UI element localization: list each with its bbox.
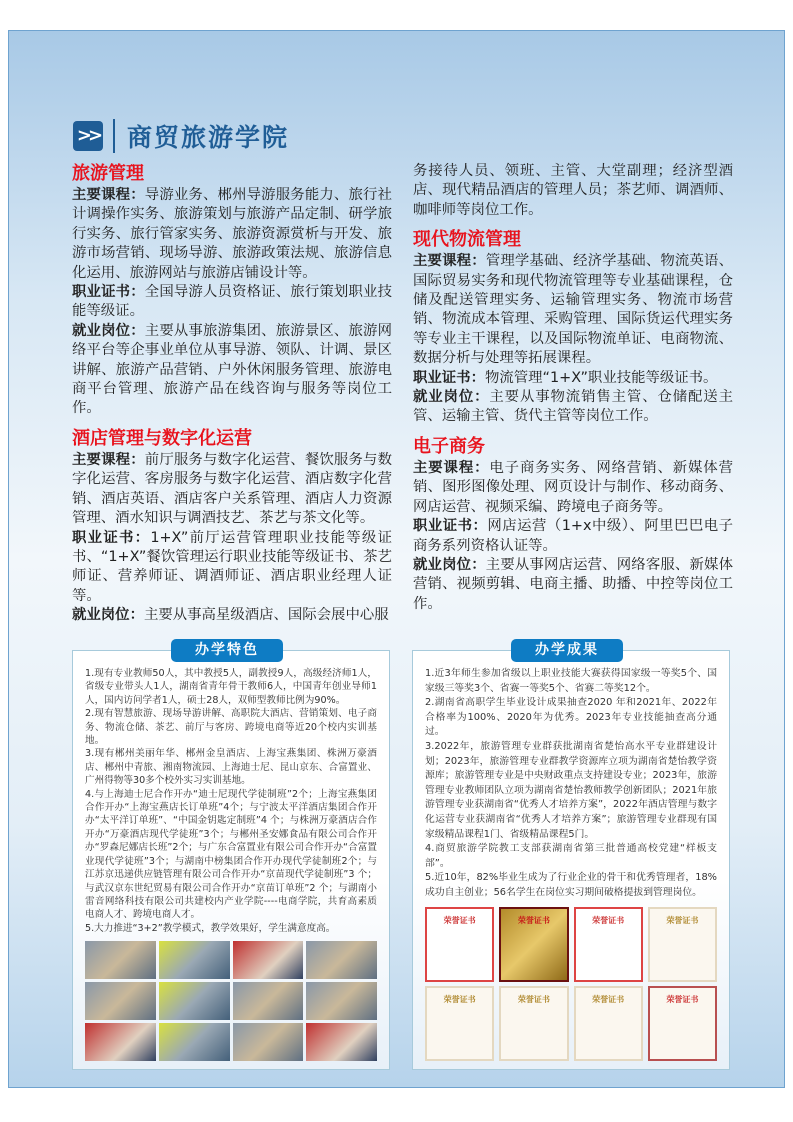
jobs xyxy=(413,556,733,614)
jobs-continued: 务接待人员、领班、主管、大堂副理；经济型酒店、现代精品酒店的管理人员；茶艺师、调酒师、咖啡师等岗位工作。 xyxy=(413,163,733,218)
feature-item: 3.现有郴州美丽年华、郴州金皇酒店、上海宝燕集团、株洲万豪酒店、郴州中青旅、湘南物流园、上海迪士尼、昆山京东、合富置业、广州得物等30多个校外实习实训基地。 xyxy=(85,748,377,787)
jobs xyxy=(72,322,392,419)
label: 就业岗位： xyxy=(413,389,490,406)
certificate-image: 荣誉证书 xyxy=(574,907,643,982)
label: 主要课程： xyxy=(72,451,145,468)
feature-item: 2.现有智慧旅游、现场导游讲解、高职院大酒店、营销策划、电子商务、物流仓储、茶艺、前厅与客房、跨境电商等近20个校内实训基地。 xyxy=(85,708,377,747)
photo xyxy=(159,1023,230,1061)
certificates xyxy=(413,517,733,556)
value: 导游业务、郴州导游服务能力、旅行社计调操作实务、旅游策划与旅游产品定制、研学旅行实务、旅行管家实务、旅游资源赏析与开发、旅游市场营销、现场导游、旅游政策法规、旅游信息化运用、旅游网站与旅游店铺设计等。 xyxy=(72,187,392,281)
achievements-box xyxy=(412,642,730,1070)
achievement-item: 5.近10年，82%毕业生成为了行业企业的骨干和优秀管理者，18%成功自主创业；56名学生在岗位实习期间破格提拔到管理岗位。 xyxy=(425,872,717,898)
value: 全国导游人员资格证、旅行策划职业技能等级证。 xyxy=(72,284,392,320)
courses xyxy=(413,252,733,368)
value: 网店运营（1+x中级）、阿里巴巴电子商务系列资格认证等。 xyxy=(413,518,733,554)
certificate-image: 荣誉证书 xyxy=(648,986,717,1061)
certificate-image: 荣誉证书 xyxy=(425,907,494,982)
photo xyxy=(85,941,156,979)
photo xyxy=(306,941,377,979)
value: 前厅服务与数字化运营、餐饮服务与数字化运营、客房服务与数字化运营、酒店数字化营销、酒店英语、酒店客户关系管理、酒店人力资源管理、酒水知识与调酒技艺、茶艺与茶文化等。 xyxy=(72,451,392,527)
features-box xyxy=(72,642,390,1070)
photo xyxy=(85,1023,156,1061)
photo-grid xyxy=(85,941,377,1061)
features-banner: 办学特色 xyxy=(171,639,283,662)
value: 主要从事物流销售主管、仓储配送主管、运输主管、货代主管等岗位工作。 xyxy=(413,389,733,425)
major-heading: 电子商务 xyxy=(413,435,485,457)
certificates xyxy=(72,529,392,607)
double-chevron-icon: >> xyxy=(73,121,103,151)
photo xyxy=(159,941,230,979)
certificate-image: 荣誉证书 xyxy=(648,907,717,982)
jobs xyxy=(413,388,733,427)
value: 电子商务实务、网络营销、新媒体营销、图形图像处理、网页设计与制作、移动商务、网店运营、视频采编、跨境电子商务等。 xyxy=(413,459,733,515)
certificates xyxy=(72,283,392,322)
feature-item: 5.大力推进“3+2”教学模式，教学效果好，学生满意度高。 xyxy=(85,922,336,934)
photo xyxy=(306,982,377,1020)
page-title xyxy=(73,118,289,154)
value: 主要从事旅游集团、旅游景区、旅游网络平台等企事业单位从事导游、领队、计调、景区讲解、旅游产品营销、户外休闲服务管理、旅游电商平台管理、旅游产品在线咨询与服务等岗位工作。 xyxy=(72,322,392,417)
certificate-image: 荣誉证书 xyxy=(574,986,643,1061)
value: 管理学基础、经济学基础、物流英语、国际贸易实务和现代物流管理等专业基础课程，仓储及配送管理实务、运输管理实务、物流市场营销、物流成本管理、采购管理、国际货运代理实务等专业主干课程，以及国际物流单证、电商物流、数据分析与处理等拓展课程。 xyxy=(413,253,733,367)
achievement-item: 4.商贸旅游学院教工支部获湖南省第三批普通高校党建“样板支部”。 xyxy=(425,843,717,869)
label: 职业证书： xyxy=(413,518,488,535)
photo xyxy=(233,941,304,979)
achievements-text xyxy=(425,667,717,901)
photo xyxy=(159,982,230,1020)
label: 主要课程： xyxy=(413,459,490,476)
value: 1+X”前厅运营管理职业技能等级证书、“1+X”餐饮管理运行职业技能等级证书、茶艺师证、营养师证、调酒师证、酒店职业经理人证等。 xyxy=(72,529,392,604)
right-column xyxy=(413,162,733,614)
photo xyxy=(85,982,156,1020)
features-text xyxy=(85,667,387,935)
photo xyxy=(233,982,304,1020)
courses xyxy=(72,451,392,529)
achievement-item: 1.近3年师生参加省级以上职业技能大赛获得国家级一等奖5个、国家级三等奖3个、省赛一等奖5个、省赛二等奖12个。 xyxy=(425,668,717,694)
jobs xyxy=(72,606,392,625)
label: 职业证书： xyxy=(72,529,151,546)
photo xyxy=(233,1023,304,1061)
certificate-image: 荣誉证书 xyxy=(499,986,568,1061)
certificates xyxy=(413,369,733,388)
certificate-image: 荣誉证书 xyxy=(425,986,494,1061)
value: 主要从事高星级酒店、国际会展中心服 xyxy=(143,607,389,624)
certificate-image: 荣誉证书 xyxy=(499,907,568,982)
label: 主要课程： xyxy=(413,253,486,270)
courses xyxy=(72,186,392,283)
left-column xyxy=(72,162,392,626)
value: 物流管理“1+X”职业技能等级证书。 xyxy=(484,369,718,386)
photo xyxy=(306,1023,377,1061)
major-heading: 旅游管理 xyxy=(72,163,144,184)
college-name: 商贸旅游学院 xyxy=(127,123,290,152)
label: 职业证书： xyxy=(413,369,485,386)
label: 就业岗位： xyxy=(413,556,486,573)
achievement-item: 3.2022年，旅游管理专业群获批湖南省楚怡高水平专业群建设计划；2023年，旅游管理专业群教学资源库立项为湖南省楚怡教学资源库；旅游管理专业是中央财政重点支持建设专业；2023年，旅游管理专业教师团队立项为湖南省楚怡教师教学创新团队；2021年旅游管理专业获湖南省“优秀人才培养方案”，2022年酒店管理与数字化运营专业获湖南省“优秀人才培养方案”；旅游管理专业群现有国家级精品课程1门、省级精品课程5门。 xyxy=(425,740,717,840)
divider xyxy=(113,119,115,153)
courses xyxy=(413,459,733,517)
certificate-grid xyxy=(425,907,717,1062)
major-heading: 酒店管理与数字化运营 xyxy=(72,427,252,449)
feature-item: 1.现有专业教师50人，其中教授5人，副教授9人，高级经济师1人，省级专业带头人1人，湖南省青年骨干教师6人，中国青年创业导师1 人，国内访问学者1人，硕士28人，双师型教师比例为90%。 xyxy=(85,668,387,706)
label: 就业岗位： xyxy=(72,322,145,339)
label: 主要课程： xyxy=(72,187,145,203)
achievements-banner: 办学成果 xyxy=(511,639,623,662)
major-heading: 现代物流管理 xyxy=(413,229,521,251)
label: 就业岗位： xyxy=(72,607,144,624)
value: 主要从事网店运营、网络客服、新媒体营销、视频剪辑、电商主播、助播、中控等岗位工作。 xyxy=(413,556,733,612)
feature-item: 4.与上海迪士尼合作开办“迪士尼现代学徒制班”2个；上海宝燕集团合作开办“上海宝燕店长订单班”4个；与宁波太平洋酒店集团合作开办“太平洋订单班”、“中国金钥匙定制班”4 个；与株洲万豪酒店合作开办“万豪酒店现代学徒班”3个；与郴州圣安娜食品有限公司合作开办“罗森尼娜店长班”2个；与广东合富置业有限公司合作开办“合富置业现代学徒班”3个；与湖南中榜集团合作开办现代学徒制班2个；与江苏京迅递供应链管理有限公司合作开办“京苗现代学徒制班”3 个；与武汉京东世纪贸易有限公司合作开办“京苗订单班”2 个；与湖南小雷音网络科技有限公司共建校内产业学院----电商学院，共育高素质电商人才、跨境电商人才。 xyxy=(85,788,377,921)
label: 职业证书： xyxy=(72,284,145,301)
achievement-item: 2.湖南省高职学生毕业设计成果抽查2020 年和2021年、2022年合格率为100%、2020年为优秀。2023年专业技能抽查高分通过。 xyxy=(425,697,717,738)
